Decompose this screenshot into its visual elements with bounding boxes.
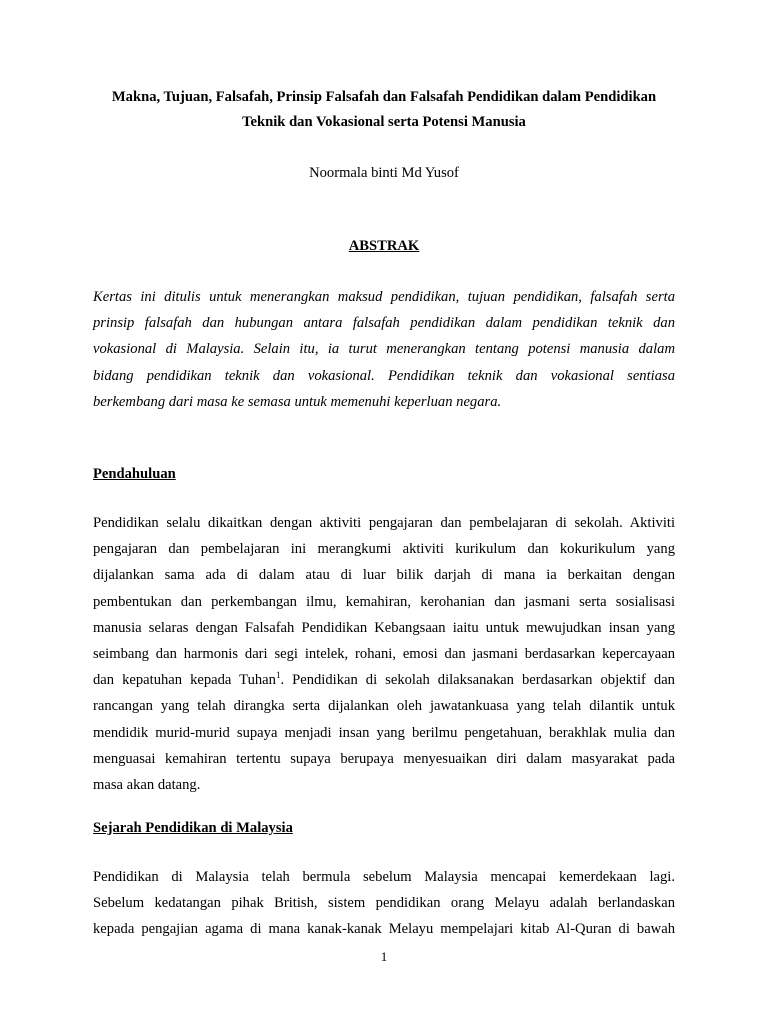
introduction-paragraph [93,510,675,798]
paragraph-line: mendidik murid-murid supaya menjadi insan yang berilmu pengetahuan, berakhlak mulia dan [93,724,675,741]
abstract-line: berkembang dari masa ke semasa untuk memenuhi keperluan negara. [93,393,502,410]
paragraph-line: Pendidikan di Malaysia telah bermula sebelum Malaysia mencapai kemerdekaan lagi. [93,869,675,885]
history-paragraph [93,864,675,943]
paragraph-line: pembentukan dan perkembangan ilmu, kemahiran, kerohanian dan jasmani serta sosialisasi [93,593,675,610]
paper-title-line-2: Teknik dan Vokasional serta Potensi Manusia [242,114,526,130]
paper-title-line-1: Makna, Tujuan, Falsafah, Prinsip Falsafah dan Falsafah Pendidikan dalam Pendidikan [111,89,657,105]
paragraph-line: Pendidikan selalu dikaitkan dengan aktiviti pengajaran dan pembelajaran di sekolah. Aktiviti [93,515,675,531]
abstract-line: bidang pendidikan teknik dan vokasional. Pendidikan teknik dan vokasional sentiasa [93,367,675,384]
paragraph-line: kepada pengajian agama di mana kanak-kanak Melayu mempelajari kitab Al-Quran di bawah [93,921,675,938]
paragraph-line: menguasai kemahiran tertentu supaya berupaya menyesuaikan diri dalam masyarakat pada [93,750,675,767]
section-heading-history: Sejarah Pendidikan di Malaysia [93,820,293,836]
abstract-paragraph [93,284,675,415]
paragraph-line: dijalankan sama ada di dalam atau di luar bilik darjah di mana ia berkaitan dengan [93,567,675,584]
abstract-line: prinsip falsafah dan hubungan antara falsafah pendidikan dalam pendidikan teknik dan [93,315,675,332]
section-heading-introduction: Pendahuluan [93,466,176,482]
abstract-line: Kertas ini ditulis untuk menerangkan maksud pendidikan, tujuan pendidikan, falsafah serta [93,289,675,305]
paragraph-line: seimbang dan harmonis dari segi intelek, rohani, emosi dan jasmani berdasarkan kepercayaan [93,646,675,663]
author-name: Noormala binti Md Yusof [309,165,459,181]
paragraph-line: rancangan yang telah dirangka serta dijalankan oleh jawatankuasa yang telah dilantik untuk [93,698,675,715]
abstract-heading: ABSTRAK [348,238,420,254]
paragraph-line: manusia selaras dengan Falsafah Pendidikan Kebangsaan iaitu untuk mewujudkan insan yang [93,619,675,636]
paragraph-line: Sebelum kedatangan pihak British, sistem pendidikan orang Melayu adalah berlandaskan [93,895,675,912]
abstract-line: vokasional di Malaysia. Selain itu, ia turut menerangkan tentang potensi manusia dalam [93,341,675,358]
paragraph-line: masa akan datang. [93,777,201,794]
page-number: 1 [380,949,388,964]
line-text: dan kepatuhan kepada Tuhan [93,672,276,689]
paragraph-line: pengajaran dan pembelajaran ini merangkumi aktiviti kurikulum dan kokurikulum yang [93,541,675,558]
paragraph-line-with-footnote [93,667,675,693]
footnote-reference[interactable]: 1 [275,670,281,681]
line-text: . Pendidikan di sekolah dilaksanakan berdasarkan objektif dan [280,672,675,689]
